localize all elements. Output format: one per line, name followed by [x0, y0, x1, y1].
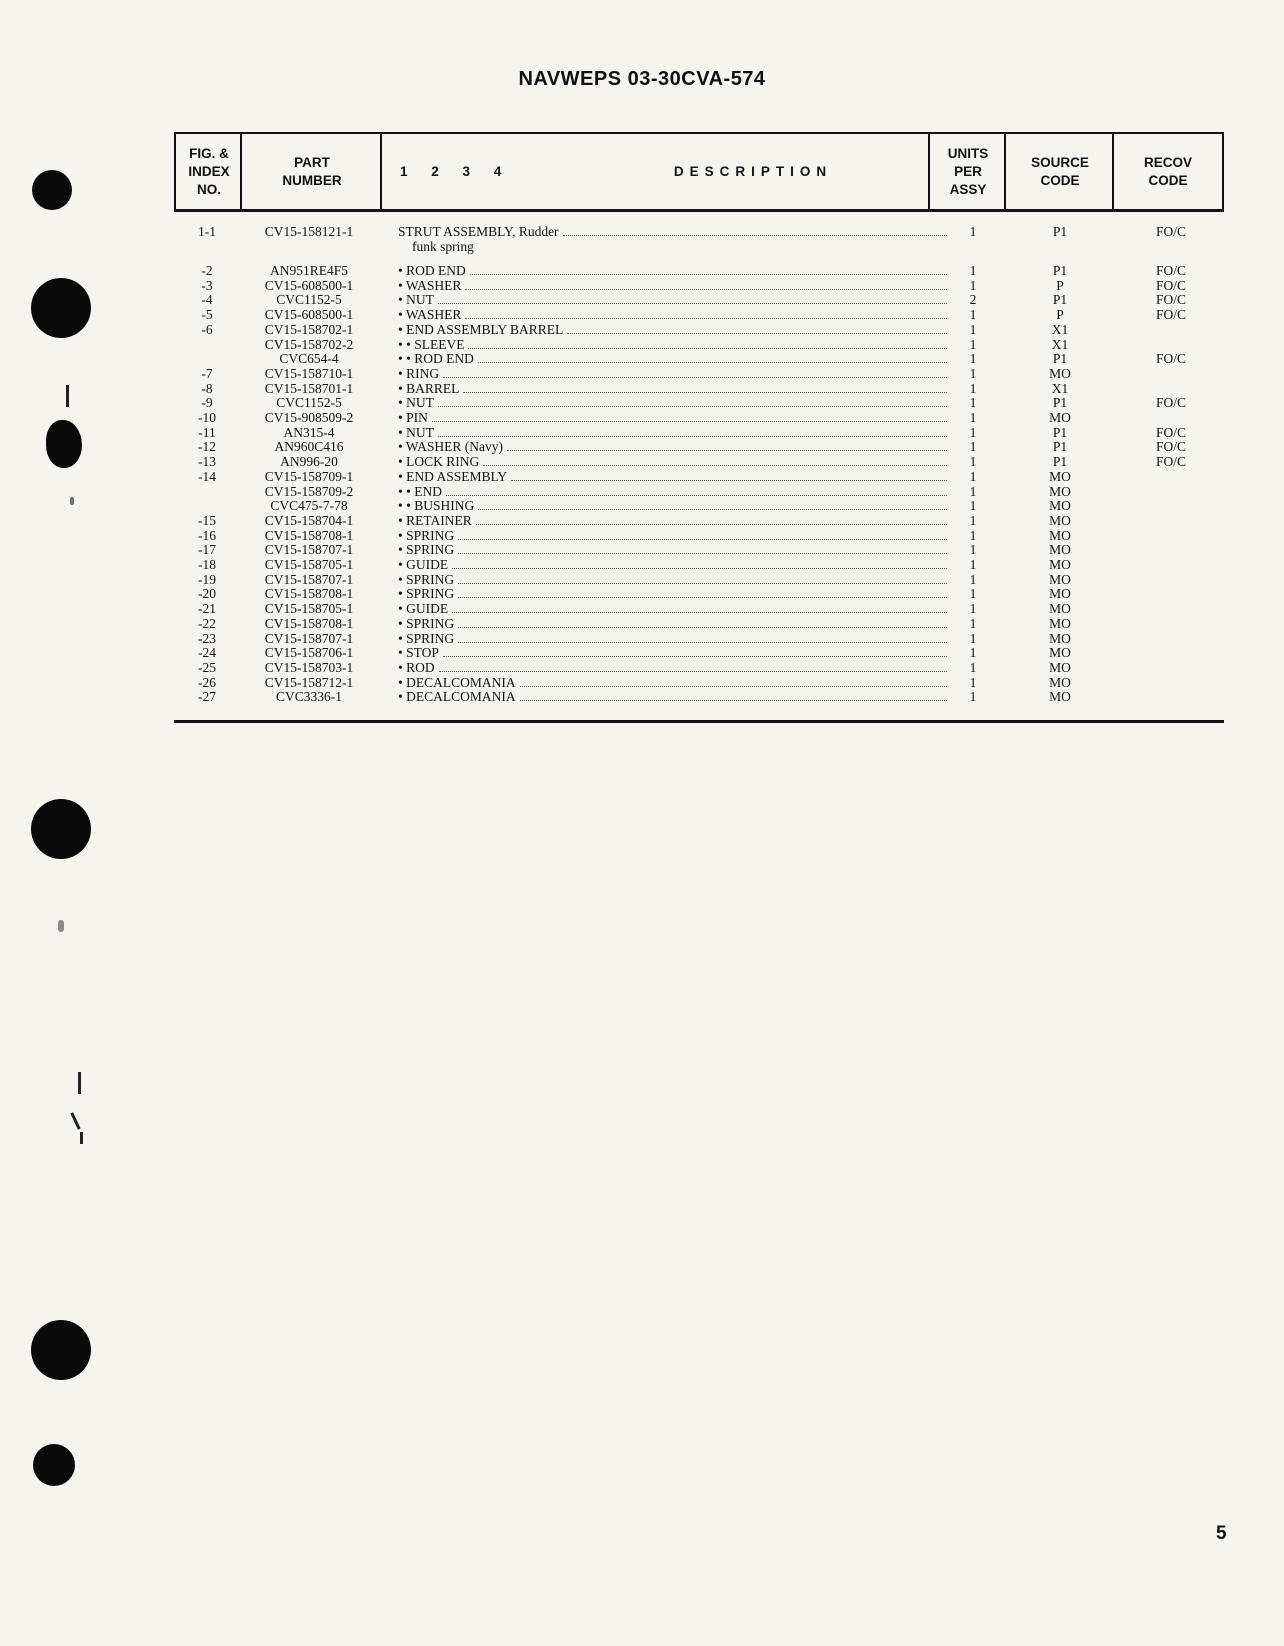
source-code-cell: P1: [1052, 454, 1068, 470]
recov-code-cell: FO/C: [1155, 454, 1186, 470]
source-code-cell: P1: [1052, 424, 1068, 440]
units-cell: 1: [969, 512, 977, 528]
source-code-cell: MO: [1049, 674, 1071, 690]
description-text: • SPRING: [398, 616, 455, 631]
description-cell: [398, 676, 953, 691]
part-number-cell: CVC1152-5: [276, 395, 342, 411]
units-cell: 1: [969, 674, 977, 690]
recov-code-cell: FO/C: [1155, 395, 1186, 411]
source-code-cell: MO: [1049, 483, 1071, 499]
leader-dots: [470, 265, 947, 275]
index-cell: -12: [198, 439, 216, 455]
description-text: • RETAINER: [398, 513, 472, 528]
units-cell: 1: [969, 586, 977, 602]
part-number-cell: CVC3336-1: [275, 689, 342, 705]
index-cell: -26: [198, 674, 216, 690]
units-cell: 1: [969, 527, 977, 543]
description-text: • BARREL: [398, 381, 460, 396]
units-cell: 1: [969, 395, 977, 411]
description-text: • SPRING: [398, 572, 455, 587]
index-cell: -9: [201, 395, 213, 411]
table-row: [0, 470, 1284, 485]
description-text: • • BUSHING: [398, 499, 475, 514]
source-code-cell: MO: [1049, 571, 1071, 587]
recov-code-cell: FO/C: [1155, 439, 1186, 455]
part-number-cell: CV15-158708-1: [264, 586, 354, 602]
table-row: [0, 587, 1284, 602]
index-cell: -27: [198, 689, 216, 705]
leader-dots: [567, 324, 947, 334]
source-code-cell: MO: [1049, 659, 1071, 675]
part-number-cell: CV15-158712-1: [264, 674, 354, 690]
header-description: DESCRIPTION: [673, 164, 833, 179]
leader-dots: [468, 339, 947, 349]
index-cell: -15: [198, 512, 216, 528]
description-text: • RING: [398, 366, 440, 381]
table-bottom-rule: [174, 720, 1224, 723]
part-number-cell: CVC654-4: [279, 351, 339, 367]
description-text: • NUT: [398, 396, 434, 411]
item-note: funk spring: [412, 239, 474, 254]
scan-mark: [58, 920, 64, 932]
index-cell: 1-1: [198, 224, 216, 239]
description-text: • DECALCOMANIA: [398, 675, 516, 690]
description-text: • NUT: [398, 293, 434, 308]
part-number-cell: CVC475-7-78: [270, 498, 348, 514]
scan-mark: [70, 1112, 80, 1130]
source-code-cell: MO: [1049, 586, 1071, 602]
description-cell: [398, 602, 953, 617]
part-number-cell: CV15-158708-1: [264, 615, 354, 631]
table-row: [0, 367, 1284, 382]
table-row: [0, 499, 1284, 514]
description-text: • ROD END: [398, 264, 466, 278]
index-cell: -10: [198, 410, 216, 425]
leader-dots: [438, 427, 947, 437]
recov-code-cell: FO/C: [1155, 224, 1186, 239]
leader-dots: [458, 544, 947, 554]
source-code-cell: X1: [1051, 321, 1069, 337]
binder-hole: [31, 1320, 91, 1380]
description-text: • END ASSEMBLY: [398, 469, 508, 484]
units-cell: 1: [969, 689, 977, 705]
table-row: [0, 573, 1284, 588]
source-code-cell: MO: [1049, 557, 1071, 572]
description-cell: [398, 499, 953, 514]
description-text: • • ROD END: [398, 352, 474, 367]
units-cell: 1: [969, 224, 977, 239]
units-cell: 1: [969, 454, 977, 470]
table-row: [0, 543, 1284, 558]
table-row: [0, 338, 1284, 353]
leader-dots: [465, 280, 947, 290]
description-text: • GUIDE: [398, 558, 449, 572]
description-text: • SPRING: [398, 587, 455, 602]
binder-hole: [31, 799, 91, 859]
source-code-cell: P1: [1052, 439, 1068, 455]
source-code-cell: MO: [1049, 365, 1071, 381]
index-cell: -6: [201, 321, 213, 337]
leader-dots: [476, 515, 947, 525]
header-part-number: PART NUMBER: [282, 154, 342, 188]
units-cell: 1: [969, 542, 977, 558]
leader-dots: [438, 294, 947, 304]
description-text: • • END: [398, 484, 442, 499]
description-cell: [398, 543, 953, 558]
document-title: NAVWEPS 03-30CVA-574: [518, 68, 766, 90]
part-number-cell: CV15-608500-1: [264, 277, 354, 293]
recov-code-cell: FO/C: [1155, 424, 1186, 440]
part-number-cell: CV15-158709-2: [264, 483, 354, 499]
description-text: • LOCK RING: [398, 455, 480, 470]
scan-mark: [80, 1132, 83, 1144]
leader-dots: [458, 530, 947, 540]
table-row: [0, 264, 1284, 279]
source-code-cell: P: [1056, 277, 1064, 293]
table-row: [0, 661, 1284, 676]
description-cell: [398, 470, 953, 485]
units-cell: 1: [969, 645, 977, 661]
table-row: [0, 646, 1284, 661]
table-row: [0, 411, 1284, 426]
description-cell: [398, 646, 953, 661]
table-row: [0, 558, 1284, 573]
description-cell: [398, 529, 953, 544]
source-code-cell: MO: [1049, 512, 1071, 528]
table-row: [0, 440, 1284, 455]
table-row: [0, 225, 1284, 240]
index-cell: -17: [198, 542, 216, 558]
part-number-cell: CV15-158701-1: [264, 380, 354, 396]
description-cell: [398, 279, 953, 294]
index-cell: -8: [201, 380, 213, 396]
recov-code-cell: FO/C: [1155, 351, 1186, 367]
part-number-cell: CVC1152-5: [276, 292, 342, 308]
part-number-cell: CV15-158707-1: [264, 630, 354, 646]
table-row: [0, 279, 1284, 294]
part-number-cell: CV15-158708-1: [264, 527, 354, 543]
part-number-cell: CV15-158706-1: [264, 645, 354, 661]
description-text: • END ASSEMBLY BARREL: [398, 322, 564, 337]
source-code-cell: P1: [1052, 351, 1068, 367]
description-cell: [398, 382, 953, 397]
description-text: • • SLEEVE: [398, 337, 465, 352]
part-number-cell: AN951RE4F5: [269, 263, 348, 278]
description-cell: [398, 514, 953, 529]
source-code-cell: P1: [1052, 395, 1068, 411]
table-row: [0, 676, 1284, 691]
leader-dots: [443, 647, 947, 657]
description-text: • WASHER: [398, 308, 462, 323]
index-cell: -24: [198, 645, 216, 661]
leader-dots: [511, 471, 947, 481]
table-row: [0, 514, 1284, 529]
leader-dots: [432, 412, 947, 422]
description-cell: [398, 308, 953, 323]
description-cell: [398, 293, 953, 308]
description-text: • STOP: [398, 646, 439, 661]
source-code-cell: MO: [1049, 498, 1071, 514]
leader-dots: [483, 456, 947, 466]
part-number-cell: CV15-158702-1: [264, 321, 354, 337]
index-cell: -5: [201, 307, 213, 323]
page-number: 5: [1216, 1523, 1227, 1544]
table-row: [0, 352, 1284, 367]
units-cell: 2: [969, 292, 977, 308]
units-cell: 1: [969, 410, 977, 425]
table-row: [0, 426, 1284, 441]
table-row: [0, 602, 1284, 617]
description-cell: [398, 573, 953, 588]
index-cell: -3: [201, 277, 213, 293]
description-text: • PIN: [398, 411, 428, 425]
units-cell: 1: [969, 277, 977, 293]
units-cell: 1: [969, 336, 977, 352]
index-cell: -7: [201, 365, 213, 381]
description-cell: [398, 485, 953, 500]
recov-code-cell: FO/C: [1155, 292, 1186, 308]
source-code-cell: P: [1056, 307, 1064, 323]
units-cell: 1: [969, 380, 977, 396]
source-code-cell: MO: [1049, 410, 1071, 425]
description-cell: [398, 558, 953, 573]
description-cell: [398, 617, 953, 632]
description-text: • WASHER (Navy): [398, 440, 503, 455]
description-text: • NUT: [398, 425, 434, 440]
source-code-cell: MO: [1049, 630, 1071, 646]
source-code-cell: X1: [1051, 336, 1069, 352]
leader-dots: [520, 677, 947, 687]
part-number-cell: CV15-908509-2: [264, 410, 354, 425]
header-source-code: SOURCE CODE: [1031, 154, 1089, 188]
leader-dots: [465, 309, 947, 319]
units-cell: 1: [969, 321, 977, 337]
units-cell: 1: [969, 601, 977, 617]
header-index: FIG. & INDEX NO.: [188, 145, 230, 197]
table-row: [0, 455, 1284, 470]
index-cell: -25: [198, 659, 216, 675]
recov-code-cell: FO/C: [1155, 277, 1186, 293]
leader-dots: [563, 226, 947, 236]
source-code-cell: P1: [1052, 224, 1068, 239]
table-row: [0, 485, 1284, 500]
units-cell: 1: [969, 483, 977, 499]
part-number-cell: CV15-608500-1: [264, 307, 354, 323]
units-cell: 1: [969, 424, 977, 440]
description-cell: [398, 323, 953, 338]
header-units: UNITS PER ASSY: [947, 145, 989, 197]
part-number-cell: AN960C416: [274, 439, 344, 455]
header-recov-code: RECOV CODE: [1143, 154, 1192, 188]
index-cell: -19: [198, 571, 216, 587]
binder-hole: [33, 1444, 75, 1486]
part-number-cell: AN315-4: [283, 424, 335, 440]
recov-code-cell: FO/C: [1155, 307, 1186, 323]
source-code-cell: MO: [1049, 527, 1071, 543]
table-row: [0, 396, 1284, 411]
recov-code-cell: FO/C: [1155, 263, 1186, 278]
part-number-cell: CV15-158121-1: [264, 224, 354, 239]
source-code-cell: MO: [1049, 645, 1071, 661]
part-number-cell: AN996-20: [280, 454, 338, 470]
part-number-cell: CV15-158709-1: [264, 468, 354, 484]
scan-mark: [78, 1072, 81, 1094]
leader-dots: [439, 662, 947, 672]
leader-dots: [452, 559, 947, 569]
index-cell: -16: [198, 527, 216, 543]
source-code-cell: MO: [1049, 601, 1071, 617]
leader-dots: [463, 383, 947, 393]
description-text: • DECALCOMANIA: [398, 690, 516, 705]
leader-dots: [446, 486, 947, 496]
leader-dots: [438, 397, 947, 407]
units-cell: 1: [969, 263, 977, 278]
description-text: • WASHER: [398, 278, 462, 293]
description-text: • SPRING: [398, 528, 455, 543]
description-cell: [398, 367, 953, 382]
units-cell: 1: [969, 468, 977, 484]
description-cell: [398, 352, 953, 367]
index-cell: -4: [201, 292, 213, 308]
table-row: [0, 308, 1284, 323]
leader-dots: [478, 500, 947, 510]
index-cell: -23: [198, 630, 216, 646]
units-cell: 1: [969, 365, 977, 381]
index-cell: -18: [198, 557, 216, 572]
index-cell: -20: [198, 586, 216, 602]
part-number-cell: CV15-158704-1: [264, 512, 354, 528]
units-cell: 1: [969, 557, 977, 572]
source-code-cell: MO: [1049, 542, 1071, 558]
index-cell: -13: [198, 454, 216, 470]
index-cell: -11: [198, 424, 216, 440]
parts-list: [0, 0, 1284, 720]
leader-dots: [507, 441, 947, 451]
units-cell: 1: [969, 659, 977, 675]
leader-dots: [458, 633, 947, 643]
units-cell: 1: [969, 630, 977, 646]
index-cell: -2: [201, 263, 213, 278]
part-number-cell: CV15-158710-1: [264, 365, 354, 381]
source-code-cell: P1: [1052, 292, 1068, 308]
description-cell: [398, 426, 953, 441]
table-row: [0, 323, 1284, 338]
units-cell: 1: [969, 351, 977, 367]
table-row: [0, 529, 1284, 544]
description-text: • GUIDE: [398, 602, 449, 617]
units-cell: 1: [969, 615, 977, 631]
part-number-cell: CV15-158705-1: [264, 557, 354, 572]
description-cell: [398, 411, 953, 426]
description-cell: [398, 440, 953, 455]
description-cell: [398, 455, 953, 470]
description-text: • SPRING: [398, 631, 455, 646]
table-row: [0, 382, 1284, 397]
leader-dots: [452, 603, 947, 613]
source-code-cell: MO: [1049, 615, 1071, 631]
part-number-cell: CV15-158707-1: [264, 542, 354, 558]
units-cell: 1: [969, 498, 977, 514]
index-cell: -21: [198, 601, 216, 617]
source-code-cell: MO: [1049, 468, 1071, 484]
description-cell: [398, 690, 953, 705]
units-cell: 1: [969, 439, 977, 455]
leader-dots: [478, 353, 947, 363]
description-cell: [398, 632, 953, 647]
units-cell: 1: [969, 571, 977, 587]
description-cell: [398, 225, 953, 240]
description-cell: [398, 661, 953, 676]
description-text: STRUT ASSEMBLY, Rudder: [398, 225, 559, 239]
description-text: • SPRING: [398, 543, 455, 558]
part-number-cell: CV15-158702-2: [264, 336, 354, 352]
units-cell: 1: [969, 307, 977, 323]
header-indent-levels: 1 2 3 4: [400, 164, 512, 179]
index-cell: -14: [198, 468, 216, 484]
table-row: [0, 293, 1284, 308]
description-text: • ROD: [398, 660, 435, 675]
description-cell: [398, 587, 953, 602]
table-row: [0, 690, 1284, 705]
part-number-cell: CV15-158705-1: [264, 601, 354, 617]
table-row: [0, 617, 1284, 632]
source-code-cell: P1: [1052, 263, 1068, 278]
leader-dots: [443, 368, 947, 378]
leader-dots: [458, 618, 947, 628]
description-cell: [398, 338, 953, 353]
leader-dots: [520, 691, 947, 701]
source-code-cell: X1: [1051, 380, 1069, 396]
part-number-cell: CV15-158707-1: [264, 571, 354, 587]
description-cell: [398, 396, 953, 411]
part-number-cell: CV15-158703-1: [264, 659, 354, 675]
table-row: [0, 632, 1284, 647]
description-cell: [398, 264, 953, 279]
index-cell: -22: [198, 615, 216, 631]
source-code-cell: MO: [1049, 689, 1071, 705]
leader-dots: [458, 588, 947, 598]
leader-dots: [458, 574, 947, 584]
